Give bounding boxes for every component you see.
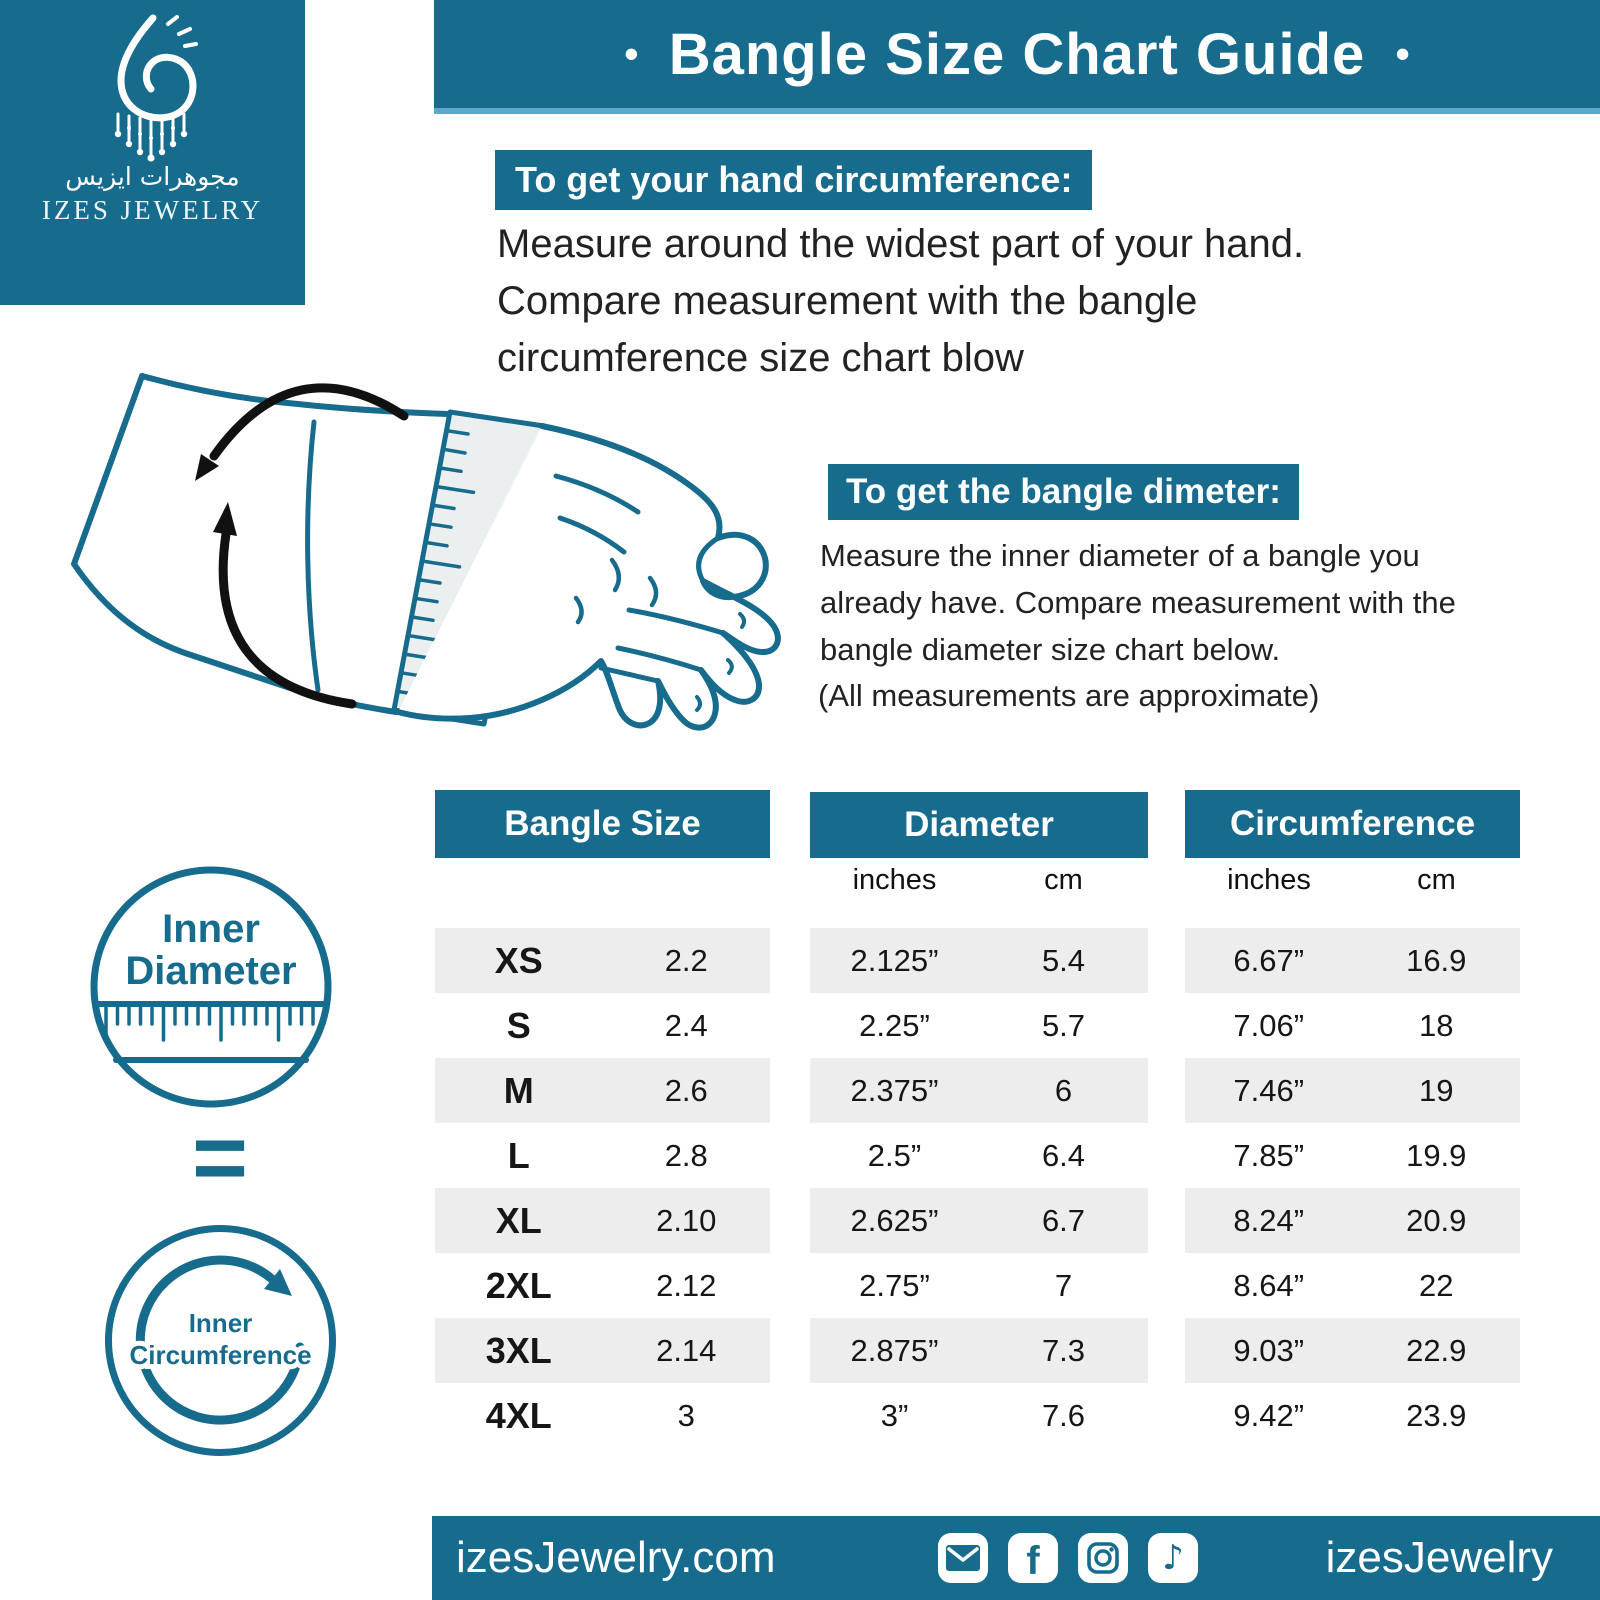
circumference-cm: 22 <box>1419 1267 1454 1303</box>
equals-sign: = <box>191 1104 249 1211</box>
circumference-inches: 7.85” <box>1233 1137 1305 1173</box>
circumference-cm: 22.9 <box>1406 1332 1467 1368</box>
circumference-cm: 19 <box>1419 1072 1454 1108</box>
size-value: 2.8 <box>664 1137 708 1173</box>
circumference-inches: 9.42” <box>1233 1397 1305 1433</box>
size-value: 2.14 <box>656 1332 717 1368</box>
size-label: M <box>503 1069 534 1111</box>
diameter-cm: 6 <box>1054 1072 1073 1108</box>
title-dot-right: • <box>1395 30 1410 77</box>
brand-calligraphy-icon <box>48 10 258 168</box>
circumference-inches: 8.24” <box>1233 1202 1305 1238</box>
brand-latin-name: IZES JEWELRY <box>41 195 264 225</box>
circumference-cm: 23.9 <box>1406 1397 1467 1433</box>
hand-section-heading: To get your hand circumference: <box>495 150 1092 210</box>
diameter-cm: 7 <box>1054 1267 1073 1303</box>
social-handle-text: izesJewelry <box>1325 1533 1553 1582</box>
diameter-cm: 6.4 <box>1041 1137 1086 1173</box>
diameter-inches: 2.875” <box>850 1332 939 1368</box>
circumference-cm: 19.9 <box>1406 1137 1467 1173</box>
diameter-inches: 2.125” <box>850 942 939 978</box>
brand-logo-panel <box>0 0 305 305</box>
unit-label-circumference-inches: inches <box>1227 863 1311 896</box>
size-label: 4XL <box>485 1394 552 1436</box>
size-label: S <box>506 1004 531 1046</box>
diameter-cm: 7.3 <box>1041 1332 1086 1368</box>
circumference-inches: 6.67” <box>1233 942 1305 978</box>
instruction-line: bangle diameter size chart below. <box>820 632 1281 667</box>
instruction-line: Compare measurement with the bangle <box>497 279 1198 323</box>
diameter-inches: 2.625” <box>850 1202 939 1238</box>
table-row <box>435 1383 1520 1448</box>
facebook-icon: f <box>1008 1533 1058 1583</box>
instagram-icon <box>1078 1533 1128 1583</box>
page-title: Bangle Size Chart Guide <box>668 21 1366 87</box>
size-value: 2.2 <box>664 942 708 978</box>
diameter-inches: 3” <box>880 1397 909 1433</box>
size-label: 3XL <box>485 1329 552 1371</box>
circumference-inches: 8.64” <box>1233 1267 1305 1303</box>
table-row <box>435 1318 1520 1383</box>
size-label: XS <box>494 939 543 981</box>
circumference-cm: 18 <box>1419 1007 1454 1043</box>
title-dot-left: • <box>623 30 639 77</box>
bangle-section-heading: To get the bangle dimeter: <box>828 464 1299 520</box>
diameter-cm: 6.7 <box>1041 1202 1086 1238</box>
table-row <box>435 1058 1520 1123</box>
size-label: XL <box>495 1199 542 1241</box>
instruction-line: circumference size chart blow <box>497 336 1024 380</box>
size-value: 2.4 <box>664 1007 708 1043</box>
inner-diameter-label-line2: Diameter <box>125 949 297 993</box>
column-header-bangle-size: Bangle Size <box>435 790 770 858</box>
brand-arabic-name: مجوهرات ايزيس <box>65 162 240 191</box>
diameter-cm: 7.6 <box>1041 1397 1086 1433</box>
inner-circumference-diagram <box>98 1218 343 1463</box>
diameter-cm: 5.4 <box>1041 942 1086 978</box>
instruction-line: already have. Compare measurement with the <box>820 585 1456 620</box>
diameter-inches: 2.375” <box>850 1072 939 1108</box>
table-row <box>435 1123 1520 1188</box>
footer-bar <box>432 1516 1600 1600</box>
circumference-cm: 16.9 <box>1406 942 1467 978</box>
table-row <box>435 1188 1520 1253</box>
hand-measurement-illustration <box>52 352 790 754</box>
instruction-line: Measure around the widest part of your hand. <box>497 222 1305 266</box>
circumference-inches: 7.46” <box>1233 1072 1305 1108</box>
circumference-inches: 7.06” <box>1233 1007 1305 1043</box>
website-text: izesJewelry.com <box>456 1533 776 1582</box>
diameter-inches: 2.25” <box>859 1007 930 1043</box>
bangle-section-instructions <box>820 532 1456 673</box>
size-value: 2.10 <box>656 1202 717 1238</box>
title-bar <box>434 0 1600 114</box>
inner-diameter-label-line1: Inner <box>162 907 260 951</box>
unit-label-diameter-cm: cm <box>1044 863 1083 896</box>
column-header-circumference: Circumference <box>1185 790 1520 858</box>
diameter-inches: 2.75” <box>859 1267 930 1303</box>
unit-label-diameter-inches: inches <box>852 863 937 896</box>
inner-diameter-diagram <box>86 862 336 1112</box>
table-row <box>435 993 1520 1058</box>
table-row <box>435 928 1520 993</box>
email-icon <box>938 1533 988 1583</box>
measurements-note: (All measurements are approximate) <box>818 678 1320 713</box>
inner-circumference-label-line2: Circumference <box>129 1340 312 1370</box>
size-value: 3 <box>677 1397 695 1433</box>
diameter-inches: 2.5” <box>867 1137 922 1173</box>
size-value: 2.6 <box>664 1072 708 1108</box>
unit-label-circumference-cm: cm <box>1417 863 1456 896</box>
circumference-cm: 20.9 <box>1406 1202 1467 1238</box>
diameter-cm: 5.7 <box>1041 1007 1086 1043</box>
size-table <box>435 928 1520 1448</box>
tiktok-icon: ♪ <box>1148 1533 1198 1583</box>
instruction-line: Measure the inner diameter of a bangle you <box>820 538 1420 573</box>
column-header-diameter: Diameter <box>810 792 1148 858</box>
inner-circumference-label-line1: Inner <box>188 1308 253 1338</box>
table-row <box>435 1253 1520 1318</box>
size-label: L <box>507 1134 530 1176</box>
size-label: 2XL <box>485 1264 552 1306</box>
size-value: 2.12 <box>656 1267 717 1303</box>
circumference-inches: 9.03” <box>1233 1332 1305 1368</box>
social-icons <box>938 1533 1198 1583</box>
